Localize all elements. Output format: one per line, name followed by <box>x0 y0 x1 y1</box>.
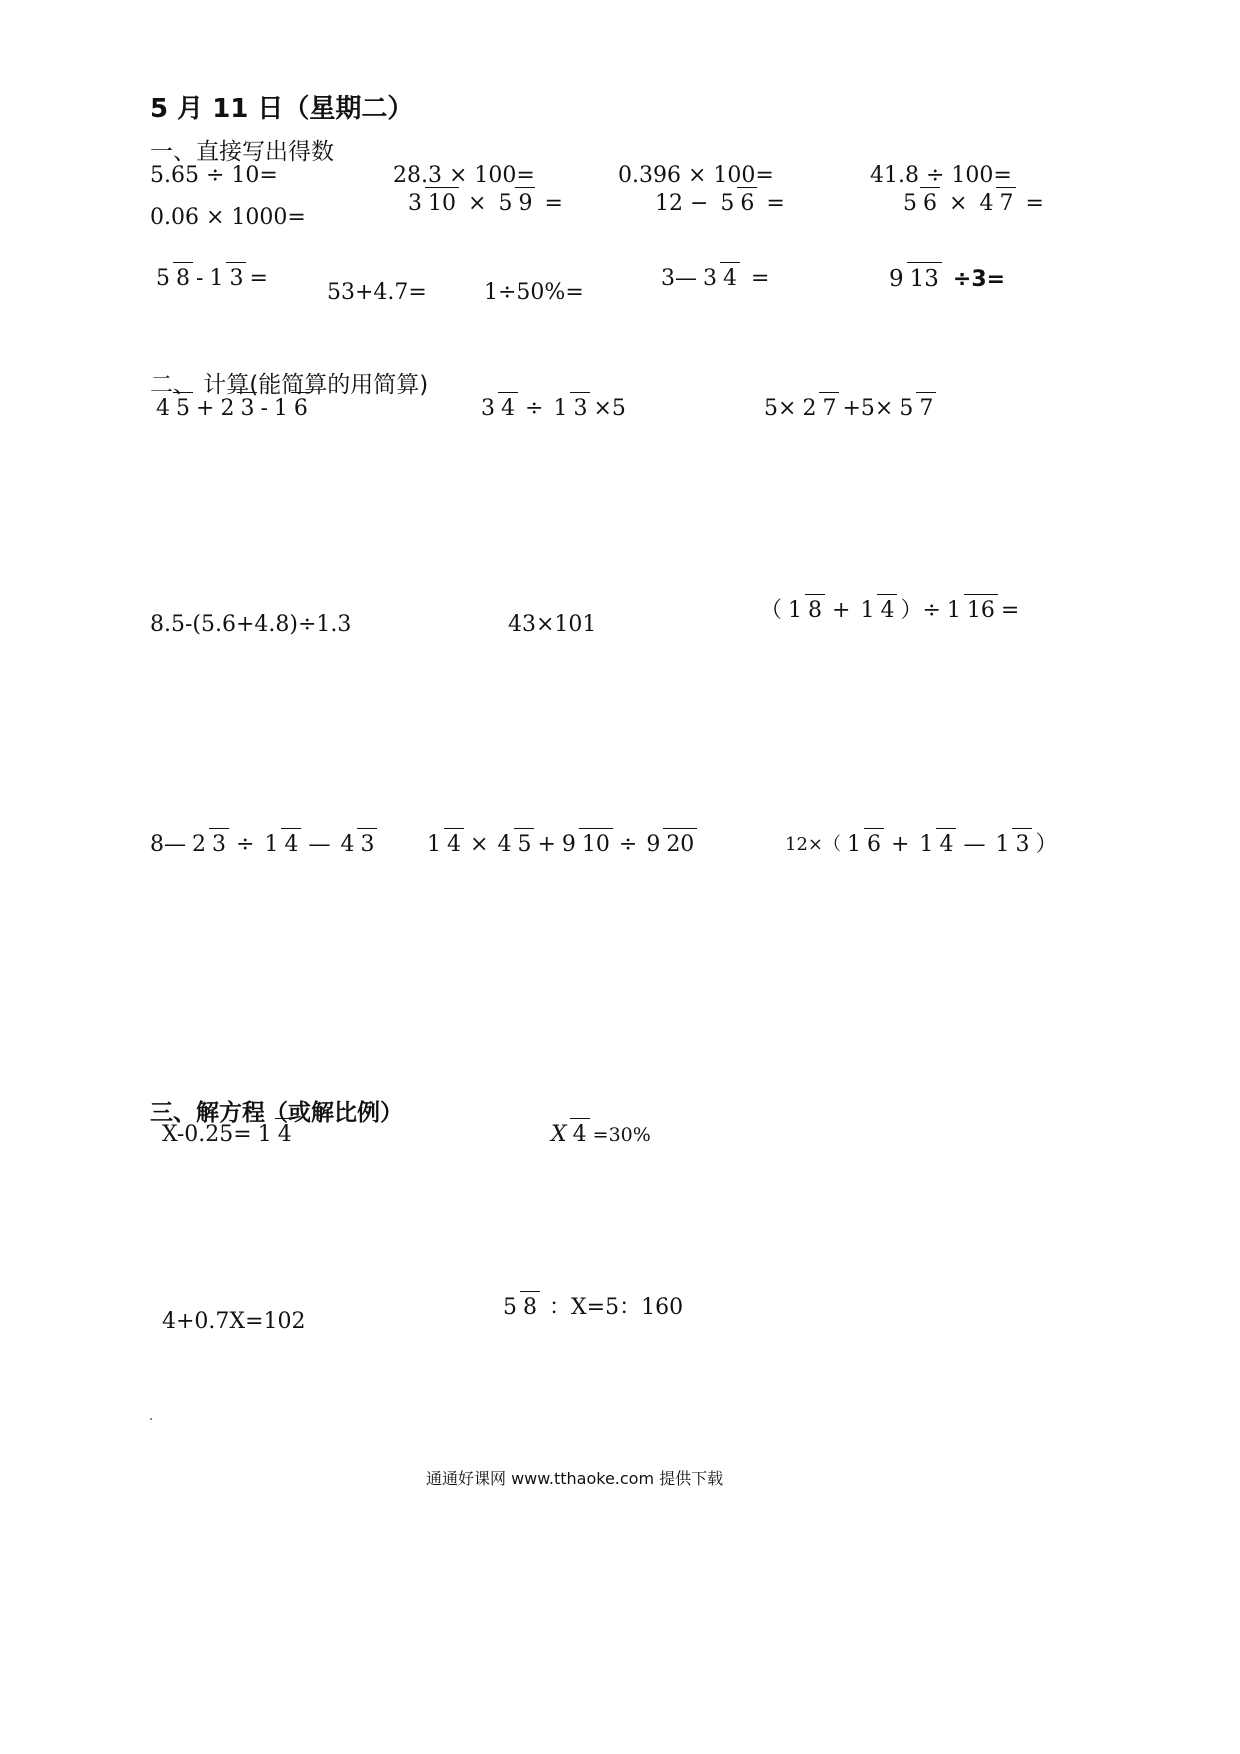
fraction: 1 8 <box>785 600 825 622</box>
fraction: 4 5 <box>153 398 193 420</box>
stray-mark <box>150 1418 152 1420</box>
fraction: 1 3 <box>992 834 1032 856</box>
fraction: 2 3 <box>189 834 229 856</box>
s1-expr-10: 53+4.7= <box>327 280 427 305</box>
s3-equation-2: X 4 =30% <box>545 1124 651 1146</box>
s2-calc-6: （ 1 8 + 1 4 ）÷ 1 16 = <box>760 600 1019 622</box>
s1-expr-8: 5 6 × 4 7 = <box>897 193 1044 215</box>
fraction: 1 4 <box>857 600 897 622</box>
s2-calc-9: 12×（ 1 6 + 1 4 — 1 3 ） <box>785 834 1057 856</box>
section3-heading: 三、解方程（或解比例） <box>150 1100 403 1126</box>
s2-calc-2: 3 4 ÷ 1 3 ×5 <box>475 398 626 420</box>
fraction: 1 3 <box>550 398 590 420</box>
fraction: 1 6 <box>271 398 311 420</box>
fraction: 1 4 <box>255 1124 295 1146</box>
fraction: 4 3 <box>337 834 377 856</box>
page-title: 5 月 11 日（星期二） <box>150 94 414 124</box>
fraction: 5 6 <box>717 193 757 215</box>
fraction: 9 20 <box>643 834 697 856</box>
s1-expr-9: 5 8 - 1 3 = <box>150 268 268 290</box>
fraction: 2 7 <box>799 398 839 420</box>
fraction: 5 6 <box>900 193 940 215</box>
fraction: 3 4 <box>478 398 518 420</box>
fraction: X 4 <box>548 1124 590 1146</box>
fraction: 1 3 <box>206 268 246 290</box>
s2-calc-4: 8.5-(5.6+4.8)÷1.3 <box>150 612 352 637</box>
s2-calc-3: 5× 2 7 +5× 5 7 <box>764 398 939 420</box>
s2-calc-1: 4 5 + 2 3 - 1 6 <box>150 398 314 420</box>
fraction: 2 3 <box>217 398 257 420</box>
s3-equation-1: X-0.25= 1 4 <box>162 1124 298 1146</box>
fraction: 3 4 <box>700 268 740 290</box>
section1-heading: 一、直接写出得数 <box>150 139 334 165</box>
s1-expr-11: 1÷50%= <box>484 280 584 305</box>
s3-equation-3: 4+0.7X=102 <box>162 1309 306 1334</box>
fraction: 5 8 <box>153 268 193 290</box>
s1-expr-4: 41.8 ÷ 100= <box>870 163 1012 188</box>
fraction: 1 4 <box>424 834 464 856</box>
s1-expr-7: 12 − 5 6 = <box>655 193 785 215</box>
fraction: 1 6 <box>844 834 884 856</box>
fraction: 5 8 <box>500 1297 540 1319</box>
fraction: 1 4 <box>916 834 956 856</box>
fraction: 4 5 <box>494 834 534 856</box>
s3-equation-4: 5 8 ：X=5：160 <box>497 1297 683 1319</box>
s1-expr-5: 0.06 × 1000= <box>150 205 306 230</box>
footer-credit: 通通好课网 www.tthaoke.com 提供下载 <box>426 1469 724 1488</box>
fraction: 1 16 <box>944 600 998 622</box>
s1-expr-6: 3 10 × 5 9 = <box>402 193 563 215</box>
fraction: 3 10 <box>405 193 459 215</box>
s2-calc-7: 8— 2 3 ÷ 1 4 — 4 3 <box>150 834 380 856</box>
s1-expr-13: 9 13 ÷3= <box>883 268 1005 291</box>
fraction: 5 7 <box>896 398 936 420</box>
s1-expr-3: 0.396 × 100= <box>618 163 774 188</box>
fraction: 9 10 <box>559 834 613 856</box>
s1-expr-2: 28.3 × 100= <box>393 163 535 188</box>
s2-calc-8: 1 4 × 4 5 + 9 10 ÷ 9 20 <box>421 834 700 856</box>
section2-heading: 二、 计算(能简算的用简算) <box>150 372 429 398</box>
s1-expr-1: 5.65 ÷ 10= <box>150 163 278 188</box>
fraction: 9 13 <box>886 268 942 291</box>
fraction: 5 9 <box>495 193 535 215</box>
fraction: 4 7 <box>976 193 1016 215</box>
fraction: 1 4 <box>261 834 301 856</box>
s2-calc-5: 43×101 <box>508 612 597 637</box>
s1-expr-12: 3— 3 4 = <box>661 268 769 290</box>
